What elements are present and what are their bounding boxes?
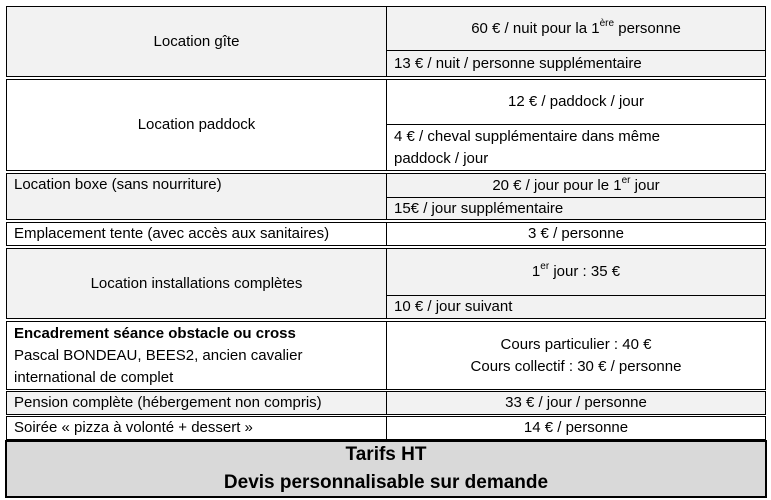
tente-price: 3 € / personne	[528, 225, 624, 242]
gite-label-cell	[6, 6, 387, 77]
pension-label-cell	[6, 391, 387, 415]
pension-price-cell	[386, 391, 766, 415]
tente-label-cell	[6, 222, 387, 246]
paddock-price-main-cell	[386, 79, 766, 125]
gite-label: Location gîte	[153, 32, 240, 50]
gite-price-extra: 13 € / nuit / personne supplémentaire	[394, 54, 642, 72]
pension-label: Pension complète (hébergement non compris)	[14, 394, 322, 411]
installations-price-main-cell	[386, 248, 766, 296]
encadrement-title: Encadrement séance obstacle ou cross	[14, 324, 296, 342]
installations-label-cell	[6, 248, 387, 319]
boxe-label: Location boxe (sans nourriture)	[14, 176, 222, 193]
gite-price-extra-cell	[386, 50, 766, 77]
installations-label: Location installations complètes	[90, 274, 303, 292]
paddock-price-extra-cell	[386, 124, 766, 171]
tente-label: Emplacement tente (avec accès aux sanitaires)	[14, 225, 330, 242]
paddock-label: Location paddock	[137, 116, 256, 133]
paddock-label-cell	[6, 79, 387, 171]
encadrement-price-cell	[386, 321, 766, 390]
soiree-label: Soirée « pizza à volonté + dessert »	[14, 419, 253, 436]
soiree-label-cell	[6, 416, 387, 440]
installations-price-extra: 10 € / jour suivant	[394, 298, 513, 315]
boxe-price-extra: 15€ / jour supplémentaire	[394, 199, 564, 217]
footer-devis: Devis personnalisable sur demande	[223, 472, 549, 493]
tente-price-cell	[386, 222, 766, 246]
boxe-price-main: 20 € / jour pour le 1er jour	[492, 174, 660, 194]
tarifs-footer	[5, 440, 767, 498]
pension-price: 33 € / jour / personne	[505, 394, 647, 411]
paddock-price-extra-line1: 4 € / cheval supplémentaire dans même	[394, 127, 660, 145]
soiree-price: 14 € / personne	[523, 419, 629, 436]
soiree-price-cell	[386, 416, 766, 440]
encadrement-line1: Pascal BONDEAU, BEES2, ancien cavalier	[14, 346, 303, 364]
footer-tarifs-ht: Tarifs HT	[345, 444, 427, 465]
paddock-price-extra-line2: paddock / jour	[394, 149, 489, 167]
installations-price-extra-cell	[386, 295, 766, 319]
encadrement-line2: international de complet	[14, 368, 174, 386]
boxe-label-cell	[6, 173, 387, 220]
encadrement-price-collectif: Cours collectif : 30 € / personne	[470, 357, 682, 375]
gite-price-main: 60 € / nuit pour la 1ère personne	[471, 17, 681, 37]
installations-price-main: 1er jour : 35 €	[531, 261, 621, 280]
gite-price-main-cell	[386, 6, 766, 51]
encadrement-label-cell	[6, 321, 387, 390]
boxe-price-extra-cell	[386, 197, 766, 220]
paddock-price-main: 12 € / paddock / jour	[508, 93, 644, 110]
boxe-price-main-cell	[386, 173, 766, 198]
encadrement-price-particulier: Cours particulier : 40 €	[500, 335, 652, 353]
